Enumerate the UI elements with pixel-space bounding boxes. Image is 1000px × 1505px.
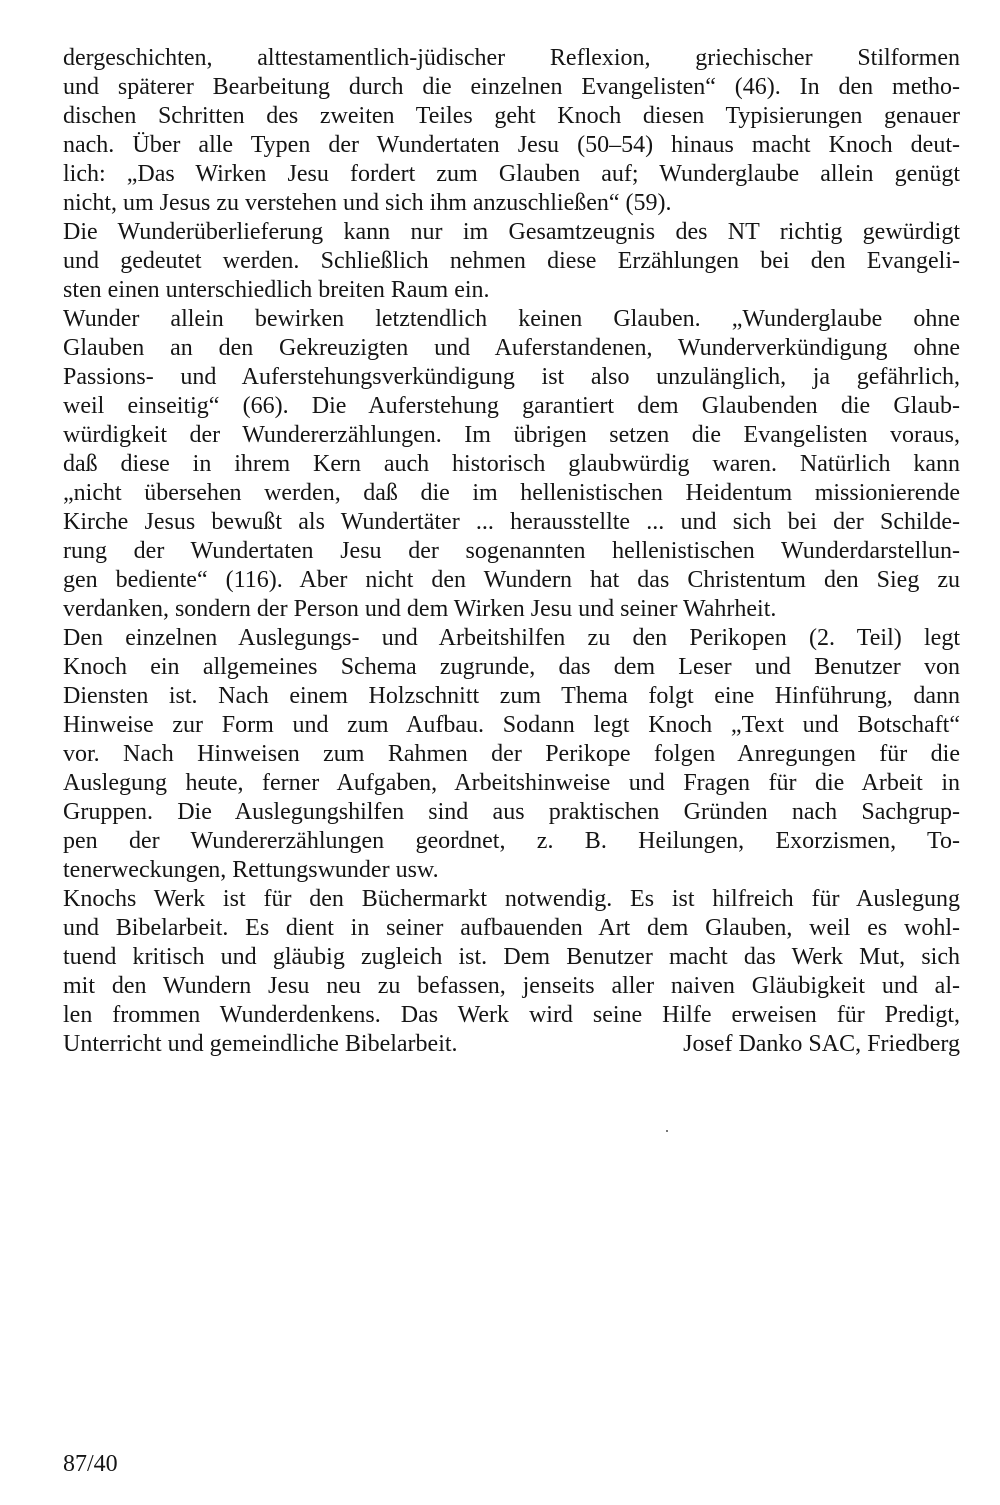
text-line: len frommen Wunderdenkens. Das Werk wird seine Hilfe erweisen für Predigt, (63, 1002, 960, 1028)
text-line: Hinweise zur Form und zum Aufbau. Sodann legt Knoch „Text und Botschaft“ (63, 712, 960, 738)
text-line: und gedeutet werden. Schließlich nehmen diese Erzählungen bei den Evangeli- (63, 248, 960, 274)
text-line: dischen Schritten des zweiten Teiles geht Knoch diesen Typisierungen genauer (63, 103, 960, 129)
paragraph-5 (63, 885, 960, 1059)
text-line: Auslegung heute, ferner Aufgaben, Arbeitshinweise und Fragen für die Arbeit in (63, 770, 960, 796)
text-line: dergeschichten, alttestamentlich-jüdischer Reflexion, griechischer Stilformen (63, 45, 960, 71)
closing-text: Unterricht und gemeindliche Bibelarbeit. (63, 1031, 458, 1057)
text-line: mit den Wundern Jesu neu zu befassen, jenseits aller naiven Gläubigkeit und al- (63, 973, 960, 999)
text-line: tenerweckungen, Rettungswunder usw. (63, 857, 439, 883)
text-line: Die Wunderüberlieferung kann nur im Gesamtzeugnis des NT richtig gewürdigt (63, 219, 960, 245)
text-line: verdanken, sondern der Person und dem Wirken Jesu und seiner Wahrheit. (63, 596, 777, 622)
review-text (63, 44, 960, 1059)
text-line: rung der Wundertaten Jesu der sogenannten hellenistischen Wunderdarstellun- (63, 538, 960, 564)
text-line: „nicht übersehen werden, daß die im hellenistischen Heidentum missionierende (63, 480, 960, 506)
paragraph-2 (63, 218, 960, 305)
paragraph-4 (63, 624, 960, 885)
text-line: Kirche Jesus bewußt als Wundertäter ... herausstellte ... und sich bei der Schilde- (63, 509, 960, 535)
text-line: Diensten ist. Nach einem Holzschnitt zum Thema folgt eine Hinführung, dann (63, 683, 960, 709)
text-line: gen bediente“ (116). Aber nicht den Wundern hat das Christentum den Sieg zu (63, 567, 960, 593)
text-line: Knoch ein allgemeines Schema zugrunde, das dem Leser und Benutzer von (63, 654, 960, 680)
text-line: lich: „Das Wirken Jesu fordert zum Glauben auf; Wunderglaube allein genügt (63, 161, 960, 187)
text-line: sten einen unterschiedlich breiten Raum ein. (63, 277, 490, 303)
text-line: nach. Über alle Typen der Wundertaten Jesu (50–54) hinaus macht Knoch deut- (63, 132, 960, 158)
text-line: und Bibelarbeit. Es dient in seiner aufbauenden Art dem Glauben, weil es wohl- (63, 915, 960, 941)
text-line: Glauben an den Gekreuzigten und Auferstandenen, Wunderverkündigung ohne (63, 335, 960, 361)
text-line: Knochs Werk ist für den Büchermarkt notwendig. Es ist hilfreich für Auslegung (63, 886, 960, 912)
page-number: 87/40 (63, 1451, 118, 1477)
text-line: nicht, um Jesus zu verstehen und sich ihm anzuschließen“ (59). (63, 190, 672, 216)
closing-line (63, 1030, 960, 1059)
text-line: weil einseitig“ (66). Die Auferstehung garantiert dem Glaubenden die Glaub- (63, 393, 960, 419)
text-line: Wunder allein bewirken letztendlich keinen Glauben. „Wunderglaube ohne (63, 306, 960, 332)
text-line: Den einzelnen Auslegungs- und Arbeitshilfen zu den Perikopen (2. Teil) legt (63, 625, 960, 651)
text-line: Passions- und Auferstehungsverkündigung ist also unzulänglich, ja gefährlich, (63, 364, 960, 390)
paragraph-3 (63, 305, 960, 624)
paragraph-1 (63, 44, 960, 218)
text-line: würdigkeit der Wundererzählungen. Im übrigen setzen die Evangelisten voraus, (63, 422, 960, 448)
text-line: und späterer Bearbeitung durch die einzelnen Evangelisten“ (46). In den metho- (63, 74, 960, 100)
text-line: pen der Wundererzählungen geordnet, z. B. Heilungen, Exorzismen, To- (63, 828, 960, 854)
text-line: daß diese in ihrem Kern auch historisch glaubwürdig waren. Natürlich kann (63, 451, 960, 477)
scan-speck (666, 1130, 668, 1132)
text-line: vor. Nach Hinweisen zum Rahmen der Perikope folgen Anregungen für die (63, 741, 960, 767)
text-line: Gruppen. Die Auslegungshilfen sind aus praktischen Gründen nach Sachgrup- (63, 799, 960, 825)
author-signature: Josef Danko SAC, Friedberg (683, 1031, 960, 1057)
text-line: tuend kritisch und gläubig zugleich ist. Dem Benutzer macht das Werk Mut, sich (63, 944, 960, 970)
